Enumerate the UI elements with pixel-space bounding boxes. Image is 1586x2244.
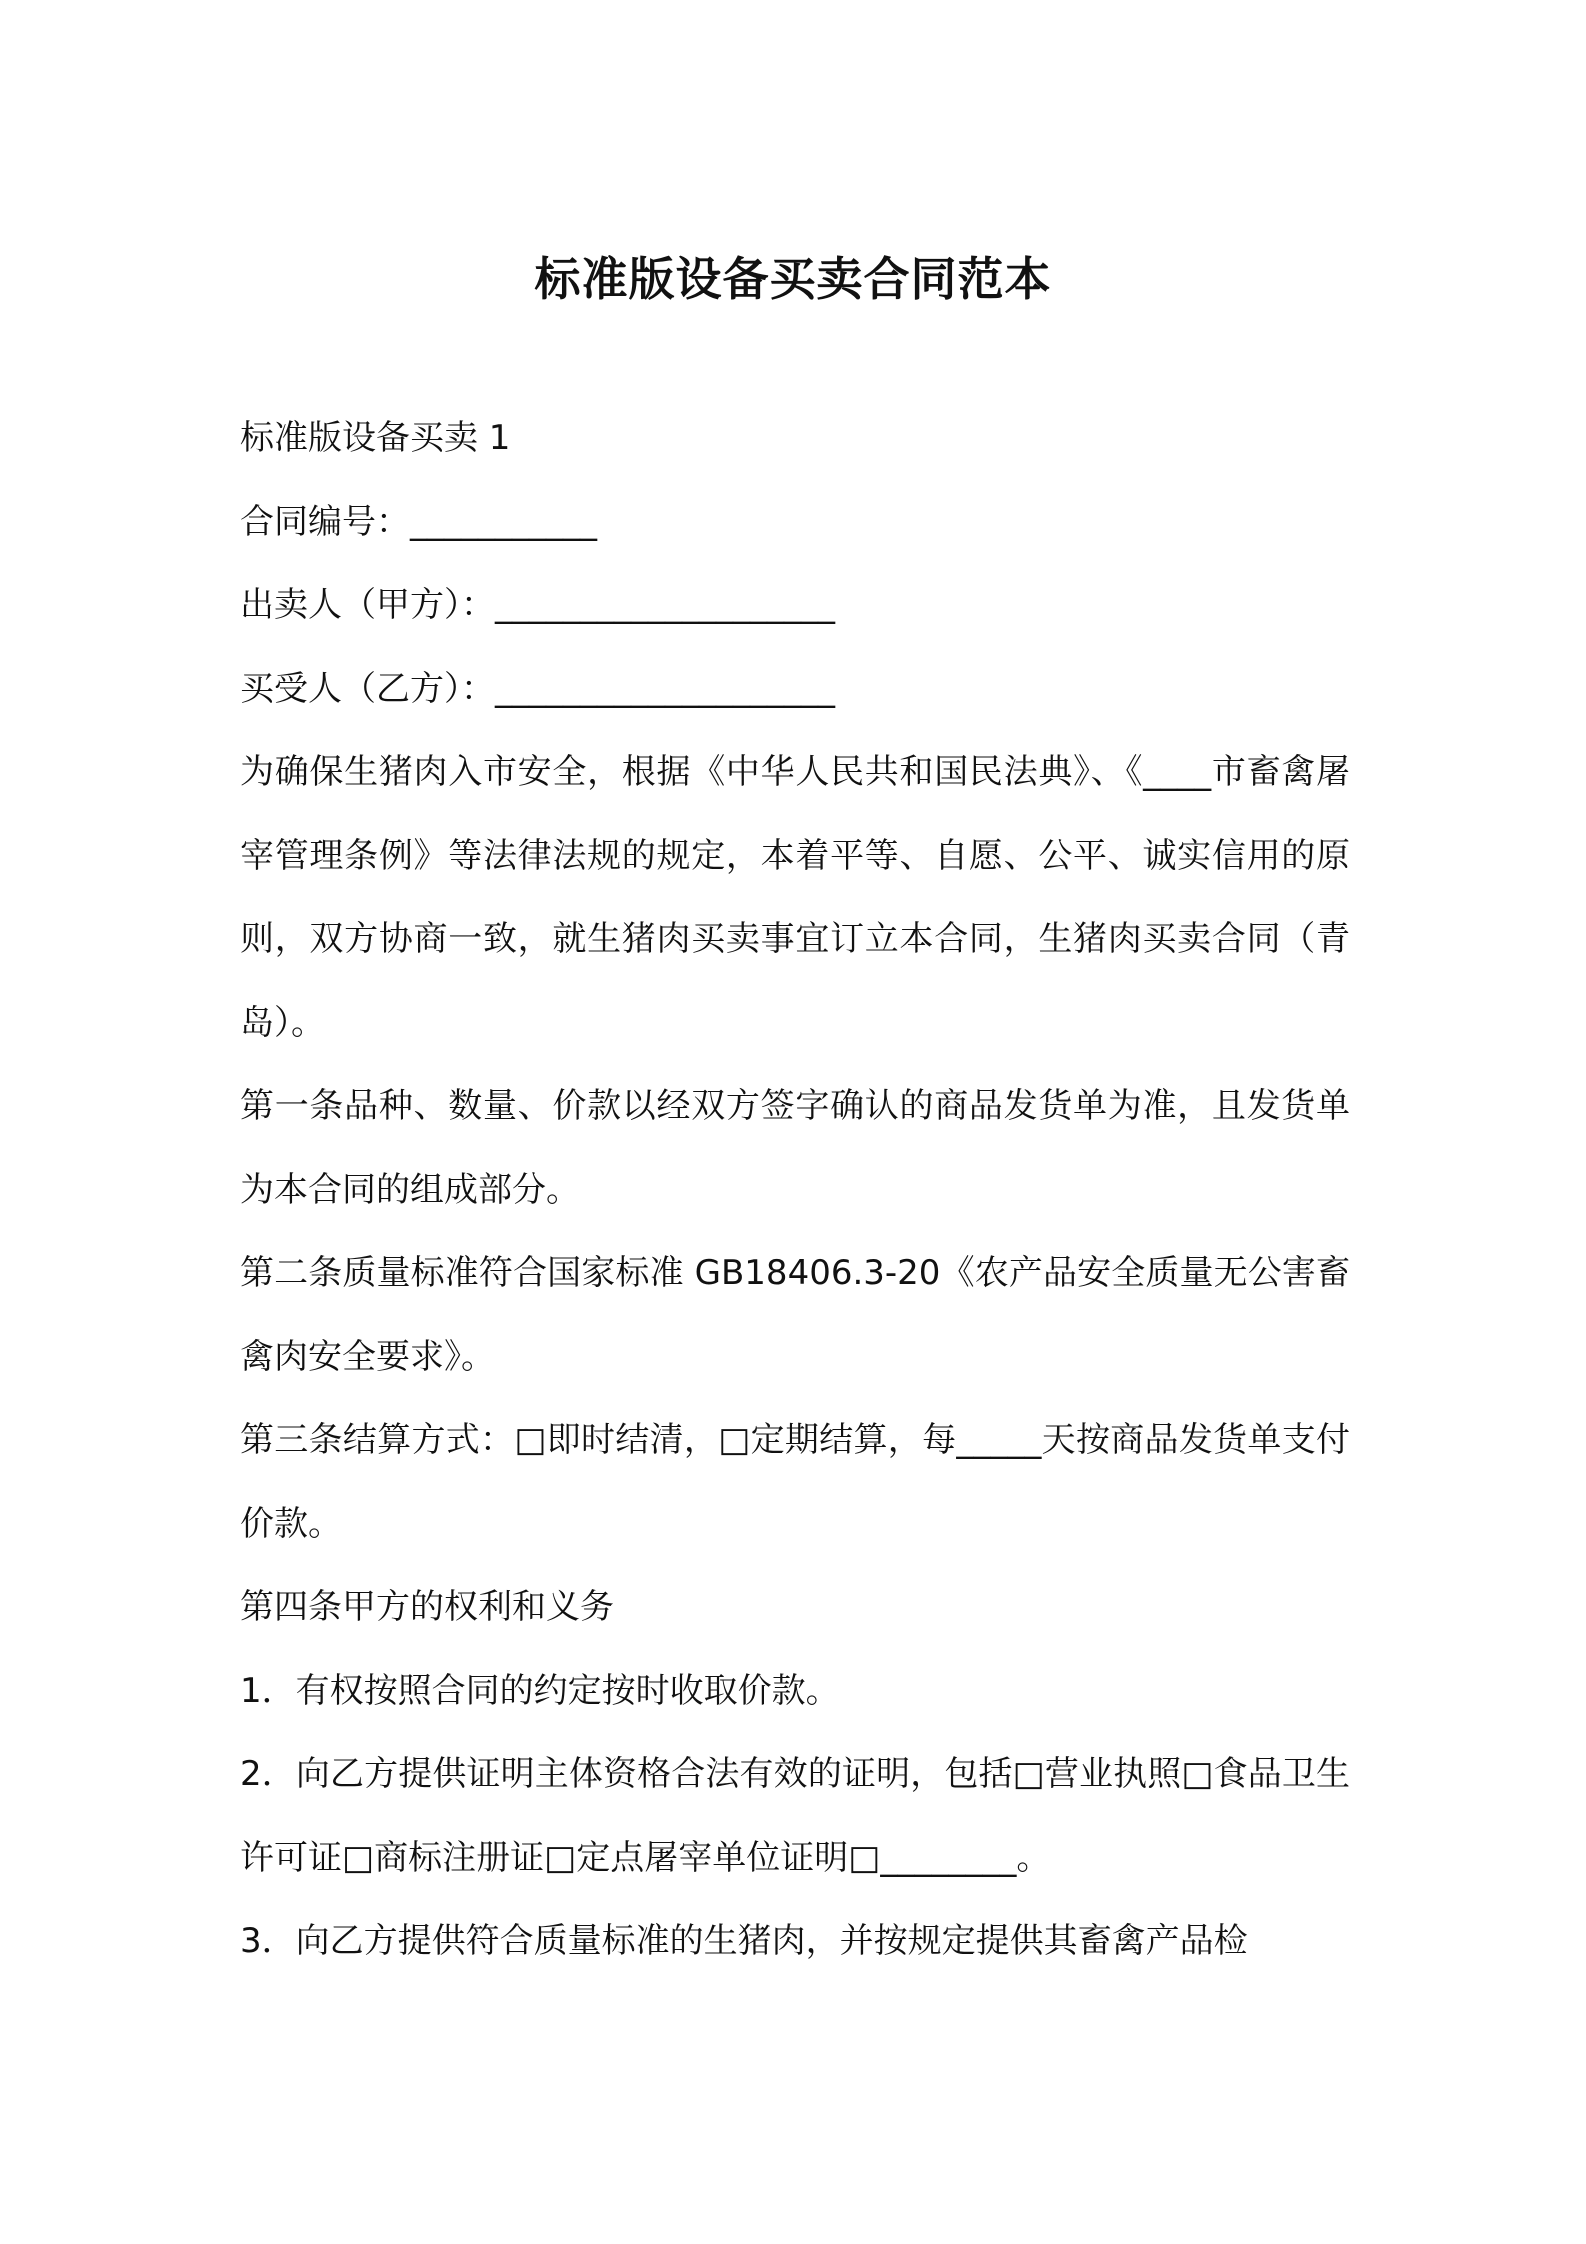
- article-4-item-3: 3．向乙方提供符合质量标准的生猪肉，并按规定提供其畜禽产品检: [240, 1921, 1248, 1961]
- document-body: [240, 397, 1350, 1984]
- seller-line: 出卖人（甲方）：____________________: [240, 585, 835, 625]
- article-4-heading: 第四条甲方的权利和义务: [240, 1587, 614, 1627]
- article-1: 第一条品种、数量、价款以经双方签字确认的商品发货单为准，且发货单为本合同的组成部分。: [240, 1086, 1350, 1210]
- article-3: 第三条结算方式：□即时结清，□定期结算，每_____天按商品发货单支付价款。: [240, 1420, 1350, 1544]
- article-2: 第二条质量标准符合国家标准 GB18406.3-20《农产品安全质量无公害畜禽肉安全要求》。: [240, 1253, 1350, 1377]
- section-heading: 标准版设备买卖 1: [240, 418, 511, 458]
- contract-number-line: 合同编号：___________: [240, 501, 597, 542]
- preamble-paragraph: 为确保生猪肉入市安全，根据《中华人民共和国民法典》、《____市畜禽屠宰管理条例》等法律法规的规定，本着平等、自愿、公平、诚实信用的原则，双方协商一致，就生猪肉买卖事宜订立本合同，生猪肉买卖合同（青岛）。: [240, 752, 1350, 1043]
- article-4-item-1: 1．有权按照合同的约定按时收取价款。: [240, 1670, 840, 1711]
- article-4-item-2: 2．向乙方提供证明主体资格合法有效的证明，包括□营业执照□食品卫生许可证□商标注册证□定点屠宰单位证明□________。: [240, 1754, 1350, 1878]
- buyer-line: 买受人（乙方）：____________________: [240, 668, 835, 709]
- document-title: 标准版设备买卖合同范本: [534, 251, 1052, 306]
